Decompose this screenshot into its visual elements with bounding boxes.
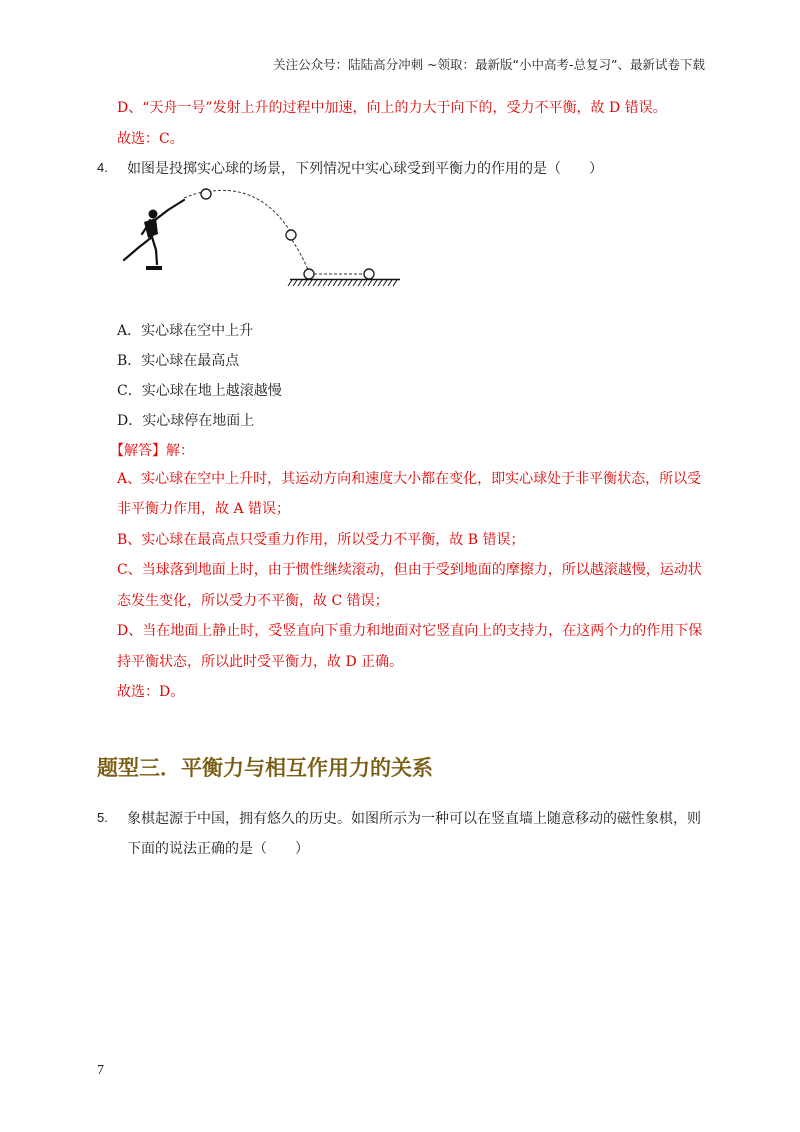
page-number: 7 xyxy=(97,1063,104,1078)
question-5-stem-line2: 下面的说法正确的是（ ） xyxy=(127,841,309,857)
ball-landing xyxy=(304,269,314,279)
solution-heading xyxy=(110,440,194,460)
trajectory-arc xyxy=(184,190,292,234)
question-4-answer: 故选：D。 xyxy=(117,684,185,700)
analysis-line: B、实心球在最高点只受重力作用，所以受力不平衡，故 B 错误； xyxy=(117,532,525,548)
analysis-line: A、实心球在空中上升时，其运动方向和速度大小都在变化，即实心球处于非平衡状态，所以受 xyxy=(117,471,702,487)
solution-label: 解： xyxy=(166,443,194,459)
thrower-body xyxy=(144,218,158,238)
ball-resting xyxy=(364,269,374,279)
analysis-line: 持平衡状态，所以此时受平衡力，故 D 正确。 xyxy=(117,654,404,670)
option-c: C．实心球在地上越滚越慢 xyxy=(117,383,282,399)
ground-hatching xyxy=(288,280,397,286)
analysis-line: C、当球落到地面上时，由于惯性继续滚动，但由于受到地面的摩擦力，所以越滚越慢，运动状 xyxy=(117,562,702,578)
trajectory-drop xyxy=(292,240,308,270)
question-5-number: 5. xyxy=(97,810,108,825)
analysis-line: D、当在地面上静止时，受竖直向下重力和地面对它竖直向上的支持力，在这两个力的作用下保 xyxy=(117,623,703,639)
page-header: 关注公众号：陆陆高分冲刺 ~领取：最新版“小中高考-总复习”、最新试卷下载 xyxy=(273,57,705,72)
prev-answer: 故选：C。 xyxy=(117,131,184,147)
shot-put-figure xyxy=(110,182,405,290)
prev-option-d-explanation: D、“天舟一号”发射上升的过程中加速，向上的力大于向下的，受力不平衡，故 D 错误。 xyxy=(117,100,667,116)
ball-top xyxy=(201,189,211,199)
question-4-number: 4. xyxy=(97,160,108,175)
option-b: B．实心球在最高点 xyxy=(117,353,240,369)
analysis-line: 态发生变化，所以受力不平衡，故 C 错误； xyxy=(117,593,389,609)
option-a: A．实心球在空中上升 xyxy=(117,323,254,339)
section-title: 题型三．平衡力与相互作用力的关系 xyxy=(97,756,433,780)
thrower-foot xyxy=(146,266,162,270)
question-5-stem-line1: 象棋起源于中国，拥有悠久的历史。如图所示为一种可以在竖直墙上随意移动的磁性象棋，则 xyxy=(127,811,701,827)
question-4-stem: 如图是投掷实心球的场景，下列情况中实心球受到平衡力的作用的是（ ） xyxy=(127,161,603,177)
option-d: D．实心球停在地面上 xyxy=(117,413,255,429)
solution-tag: 【解答】 xyxy=(110,443,166,459)
analysis-line: 非平衡力作用，故 A 错误； xyxy=(117,501,291,517)
ball-descending xyxy=(286,230,296,240)
